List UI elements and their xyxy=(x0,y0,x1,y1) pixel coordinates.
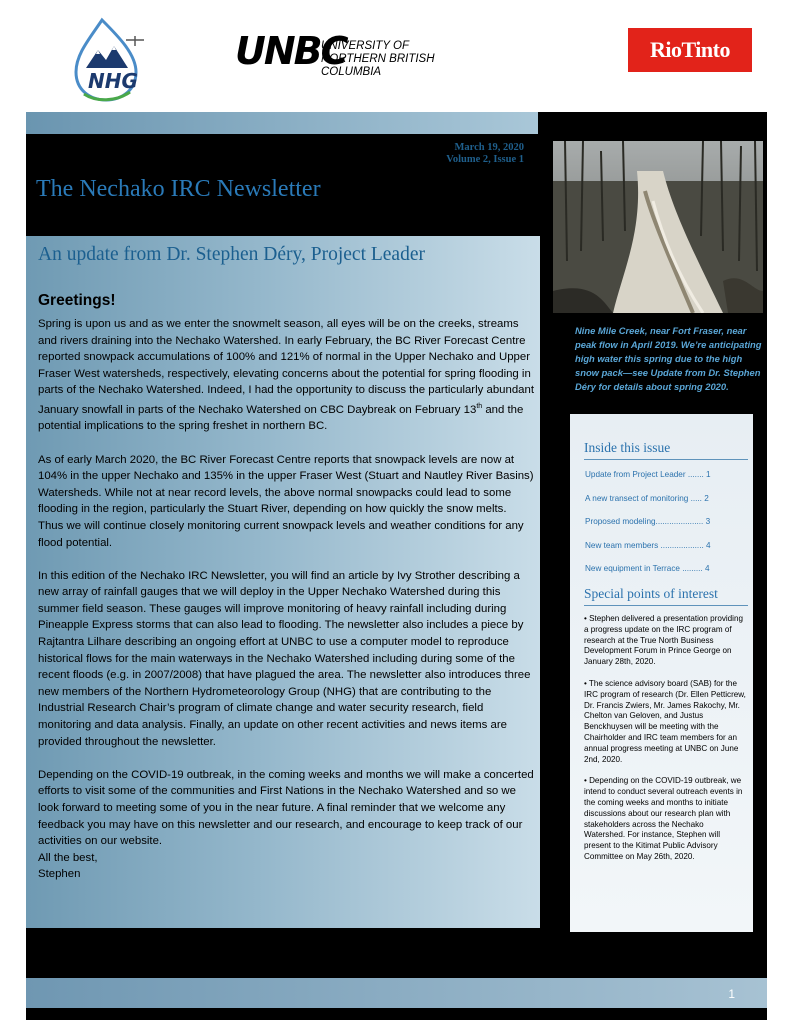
p1-text-a: Spring is upon us and as we enter the snowmelt season, all eyes will be on the creeks, streams and rivers draining into the Nechako Watershed. In early February, the BC River Forecast Centre reported snowpack accumulations of 100% and 121% of normal in the Upper Nechako and Upper Fraser West watersheds, respectively, elevating concerns about the potential for spring flooding in parts of the Nechako Watershed. Indeed, I had the opportunity to discuss the particularly abundant January snowfall in parts of the Nechako Watershed on CBC Daybreak on February 13 xyxy=(38,318,535,416)
creek-photo xyxy=(553,141,763,313)
toc-item[interactable]: Proposed modeling..................... 3 xyxy=(585,517,711,527)
sidebar-box xyxy=(570,414,753,932)
creek-photo-image xyxy=(553,141,763,313)
unbc-line-1: UNIVERSITY OF xyxy=(321,40,409,52)
article-heading: An update from Dr. Stephen Déry, Project Leader xyxy=(38,244,425,265)
page-number: 1 xyxy=(728,987,735,1001)
logo-band xyxy=(26,4,767,112)
issue-date: March 19, 2020 xyxy=(454,142,524,153)
newsletter-page xyxy=(26,4,767,1020)
nhg-logo xyxy=(66,16,148,104)
nhg-logo-graphic xyxy=(66,16,148,104)
article-body xyxy=(38,316,534,883)
inside-issue-heading: Inside this issue xyxy=(584,440,748,460)
toc-item[interactable]: Update from Project Leader ....... 1 xyxy=(585,470,711,479)
table-of-contents xyxy=(585,470,745,588)
lead-article xyxy=(26,236,540,928)
nhg-mark: NHG xyxy=(88,69,138,93)
article-greeting: Greetings! xyxy=(38,292,116,309)
unbc-logo xyxy=(233,28,493,78)
unbc-mark: UNBC xyxy=(235,29,347,73)
special-points-heading: Special points of interest xyxy=(584,586,748,606)
list-item: • The science advisory board (SAB) for the IRC program of research (Dr. Ellen Petticrew, Dr. Francis Zwiers, Mr. James Rakochy, Mr. Chelton van Geloven, and Justus Benckhuysen will be meeting with the Chairholder and IRC team members for an annual progress meeting at UNBC on June 2nd, 2020. xyxy=(584,678,746,764)
article-paragraph-3: In this edition of the Nechako IRC Newsletter, you will find an article by Ivy Strother describing a new array of rainfall gauges that we will deploy in the Upper Nechako Watershed during this summer field season. These gauges will improve monitoring of heavy rainfall including during Pineapple Express storms that can also lead to flooding. The newsletter also includes a piece by Rajtantra Lilhare describing an ongoing effort at UNBC to use a computer model to reproduce historical flows for the main waterways in the Nechako Watershed including during some of the recent floods (e.g. in 2007/2008) that have plagued the area. The newsletter also introduces three new members of the Northern Hydrometeorology Group (NHG) that are contributing to the Industrial Research Chair’s program of climate change and water security research, field monitoring and data analysis. Finally, an update on other recent activities and news items are provided throughout the newsletter. xyxy=(38,569,531,748)
list-item: • Stephen delivered a presentation providing a progress update on the IRC program of research at the True North Business Development Forum in Prince George on January 28th, 2020. xyxy=(584,614,743,667)
list-item: • Depending on the COVID-19 outbreak, we intend to conduct several outreach events in the coming weeks and months to initiate discussions about our research plan with stakeholders across the Nechako Watershed. For instance, Stephen will present to the Kitimat Public Advisory Committee on May 26th, 2020. xyxy=(584,776,743,861)
p1-superscript: th xyxy=(476,402,483,410)
toc-item[interactable]: New team members ................... 4 xyxy=(585,540,711,550)
article-paragraph-2: As of early March 2020, the BC River Forecast Centre reports that snowpack levels are now at 104% in the upper Nechako and 135% in the upper Fraser West (Stuart and Nautley River Basins) Watersheds. While not at near record levels, the above normal snowpacks could lead to some flooding in the region, particularly the Stuart River, depending on how quickly the snow melts. Thus we will continue closely monitoring current snowpack levels and weather conditions for any flood potential. xyxy=(38,453,534,549)
newsletter-title: The Nechako IRC Newsletter xyxy=(36,176,321,202)
unbc-wordmark xyxy=(321,40,493,79)
toc-item[interactable]: A new transect of monitoring ..... 2 xyxy=(585,493,709,503)
header-accent-bar xyxy=(26,112,538,134)
issue-info xyxy=(356,142,524,166)
toc-item[interactable]: New equipment in Terrace ......... 4 xyxy=(585,564,710,574)
article-signoff: All the best, xyxy=(38,851,98,864)
issue-volume: Volume 2, Issue 1 xyxy=(446,154,524,165)
riotinto-logo: RioTinto xyxy=(628,28,752,72)
article-signature: Stephen xyxy=(38,868,81,881)
p1-text-b: and the potential implications to the spring freshet in northern BC. xyxy=(38,403,524,433)
article-paragraph-1 xyxy=(38,316,534,435)
footer-bar xyxy=(26,978,767,1008)
special-points-list xyxy=(584,614,746,874)
unbc-line-2: NORTHERN BRITISH COLUMBIA xyxy=(321,53,435,78)
article-paragraph-4: Depending on the COVID-19 outbreak, in the coming weeks and months we will make a concerted efforts to visit some of the communities and First Nations in the Nechako Watershed and so we look forward to meeting some of you in the near future. A final reminder that we welcome any feedback you may have on this newsletter and our research, and encourage to keep track of our activities on our website. xyxy=(38,768,534,848)
photo-caption: Nine Mile Creek, near Fort Fraser, near peak flow in April 2019. We’re anticipating high water this spring due to the high snow pack—see Update from Dr. Stephen Déry for details about spring 2020. xyxy=(575,325,762,392)
